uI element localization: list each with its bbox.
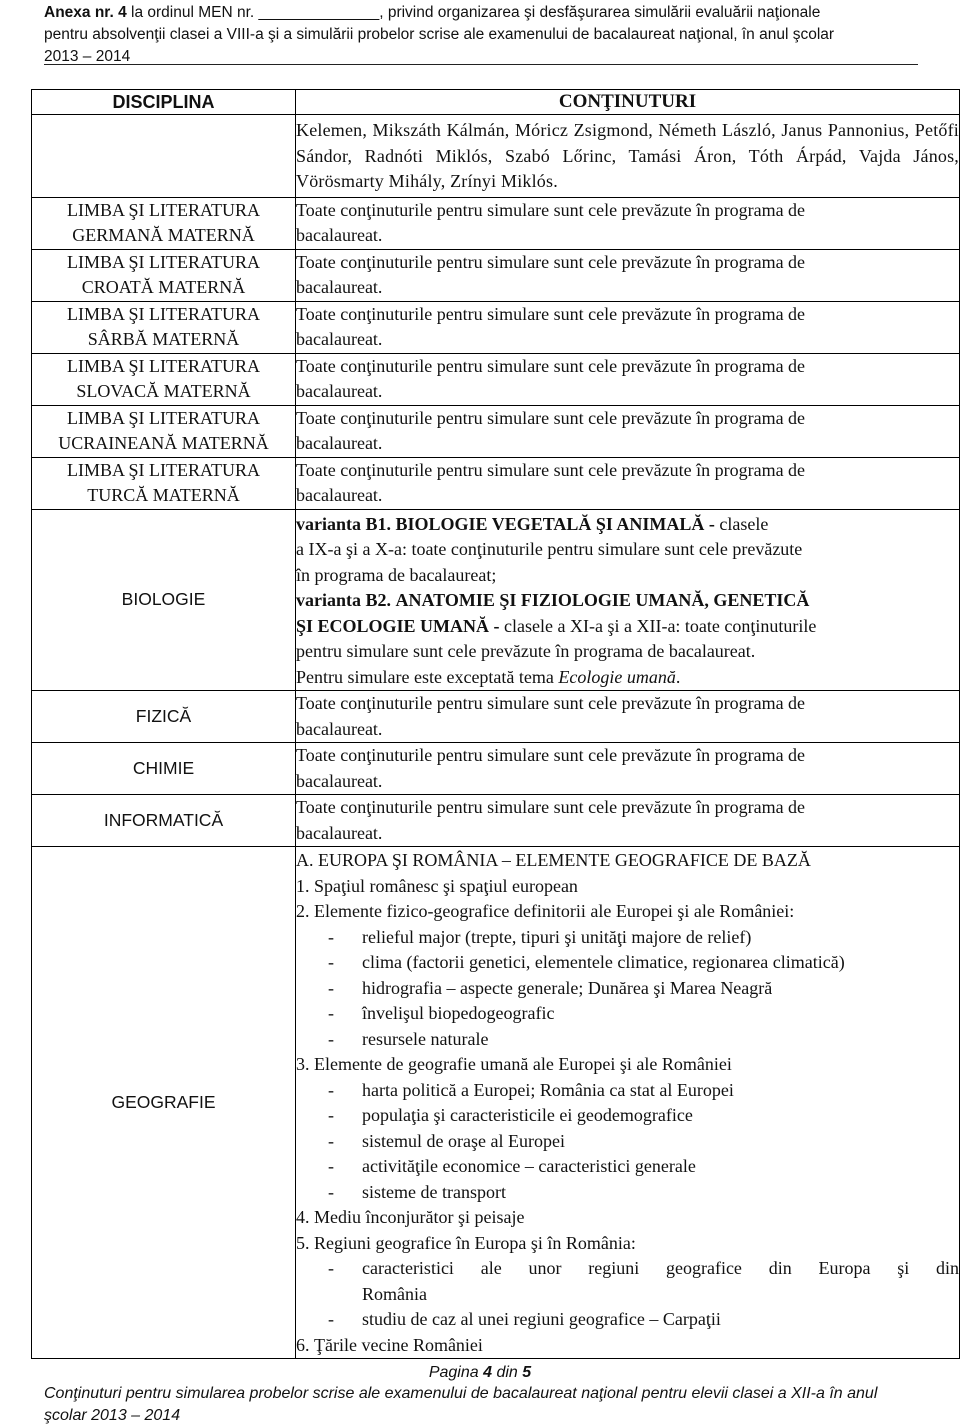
subject-croatian: LIMBA ŞI LITERATURA CROATĂ MATERNĂ [32, 249, 296, 301]
biologie-b2-line1: varianta B2. ANATOMIE ŞI FIZIOLOGIE UMANĂ, GENETICĂ [296, 590, 810, 610]
list-item: - hidrografia – aspecte generale; Dunărea şi Marea Neagră [328, 977, 773, 998]
table-row [32, 197, 960, 249]
content-table [31, 89, 960, 1359]
col-header-disciplina: DISCIPLINA [32, 90, 296, 115]
geografie-item-6: 6. Ţările vecine României [296, 1334, 483, 1355]
content-fizica: Toate conţinuturile pentru simulare sunt cele prevăzute în programa de bacalaureat. [296, 691, 960, 743]
col-header-continuturi: CONŢINUTURI [296, 90, 960, 115]
content-serbian: Toate conţinuturile pentru simulare sunt cele prevăzute în programa de bacalaureat. [296, 301, 960, 353]
list-item: - clima (factorii genetici, elementele climatice, regionarea climatică) [328, 952, 845, 972]
content-geografie [296, 847, 960, 1359]
table-row [32, 691, 960, 743]
content-croatian: Toate conţinuturile pentru simulare sunt cele prevăzute în programa de bacalaureat. [296, 249, 960, 301]
biologie-exception: Pentru simulare este exceptată tema Ecologie umană. [296, 666, 681, 687]
subject-ukrainian: LIMBA ŞI LITERATURA UCRAINEANĂ MATERNĂ [32, 405, 296, 457]
subject-fizica: FIZICĂ [32, 691, 296, 743]
page-footer: Conţinuturi pentru simularea probelor scrise ale examenului de bacalaureat naţional pentru elevii clasei a XII-a în anul şcolar 2013 – 2014 [44, 1385, 878, 1424]
header-line-2: pentru absolvenţii clasei a VIII-a şi a simulării probelor scrise ale examenului de bacalaureat naţional, în anul şcolar [44, 26, 835, 43]
list-item: - activităţile economice – caracteristici generale [328, 1156, 696, 1176]
table-row [32, 301, 960, 353]
subject-slovak: LIMBA ŞI LITERATURA SLOVACĂ MATERNĂ [32, 353, 296, 405]
page-number: Pagina 4 din 5 [428, 1364, 532, 1381]
table-row [32, 405, 960, 457]
list-item: - resursele naturale [328, 1028, 489, 1049]
table-row [32, 743, 960, 795]
table-row [32, 115, 960, 198]
list-item: - caracteristici ale unor regiuni geografice din Europa şi din România [328, 1258, 959, 1304]
header-line-3: 2013 – 2014 [44, 48, 131, 65]
geografie-item-1: 1. Spaţiul românesc şi spaţiul european [296, 875, 578, 896]
biologie-b2-line3: pentru simulare sunt cele prevăzute în programa de bacalaureat. [296, 641, 756, 661]
geografie-item-4: 4. Mediu înconjurător şi peisaje [296, 1207, 525, 1227]
list-item: - relieful major (trepte, tipuri şi unităţi majore de relief) [328, 926, 752, 947]
geografie-item-3: 3. Elemente de geografie umană ale Europei şi ale României [296, 1054, 732, 1074]
list-item: - sisteme de transport [328, 1181, 506, 1202]
subject-german: LIMBA ŞI LITERATURA GERMANĂ MATERNĂ [32, 197, 296, 249]
biologie-b1-line3: în programa de bacalaureat; [296, 564, 497, 585]
list-item: - populaţia şi caracteristicile ei geodemografice [328, 1105, 693, 1125]
content-chimie: Toate conţinuturile pentru simulare sunt cele prevăzute în programa de bacalaureat. [296, 743, 960, 795]
annex-number: Anexa nr. 4 [44, 4, 127, 21]
biologie-b1-line1: varianta B1. BIOLOGIE VEGETALĂ ŞI ANIMALĂ - clasele [296, 513, 769, 534]
subject-turkish: LIMBA ŞI LITERATURA TURCĂ MATERNĂ [32, 457, 296, 509]
subject-biologie: BIOLOGIE [32, 509, 296, 691]
table-row [32, 353, 960, 405]
table-row [32, 509, 960, 691]
page-header [44, 2, 924, 68]
table-row [32, 249, 960, 301]
table-header-row [32, 90, 960, 115]
list-item: - harta politică a Europei; România ca stat al Europei [328, 1079, 734, 1100]
content-german: Toate conţinuturile pentru simulare sunt cele prevăzute în programa de bacalaureat. [296, 197, 960, 249]
biologie-b2-line2: ŞI ECOLOGIE UMANĂ - clasele a XI-a şi a XII-a: toate conţinuturile [296, 615, 817, 636]
biologie-b1-line2: a IX-a şi a X-a: toate conţinuturile pentru simulare sunt cele prevăzute [296, 539, 803, 559]
content-informatica: Toate conţinuturile pentru simulare sunt cele prevăzute în programa de bacalaureat. [296, 795, 960, 847]
header-divider [44, 64, 918, 65]
content-ukrainian: Toate conţinuturile pentru simulare sunt cele prevăzute în programa de bacalaureat. [296, 405, 960, 457]
table-row [32, 847, 960, 1359]
subject-geografie: GEOGRAFIE [32, 847, 296, 1359]
list-item: - învelişul biopedogeografic [328, 1003, 555, 1023]
content-turkish: Toate conţinuturile pentru simulare sunt cele prevăzute în programa de bacalaureat. [296, 457, 960, 509]
header-line-1: Anexa nr. 4 la ordinul MEN nr. ______________, privind organizarea şi desfăşurarea simulării evaluării naţionale [44, 4, 821, 21]
hungarian-authors-text: Kelemen, Mikszáth Kálmán, Móricz Zsigmond, Németh László, Janus Pannonius, Petőfi Sándor, Radnóti Miklós, Szabó Lőrinc, Tamási Áron, Tóth Árpád, Vajda János, Vörösmarty Mihály, Zrínyi Miklós. [296, 115, 960, 198]
content-biologie [296, 509, 960, 691]
subject-serbian: LIMBA ŞI LITERATURA SÂRBĂ MATERNĂ [32, 301, 296, 353]
content-slovak: Toate conţinuturile pentru simulare sunt cele prevăzute în programa de bacalaureat. [296, 353, 960, 405]
table-row [32, 795, 960, 847]
table-row [32, 457, 960, 509]
geografie-item-5: 5. Regiuni geografice în Europa şi în România: [296, 1232, 636, 1253]
geografie-item-2: 2. Elemente fizico-geografice definitorii ale Europei şi ale României: [296, 901, 795, 921]
list-item: - studiu de caz al unei regiuni geografice – Carpaţii [328, 1309, 721, 1329]
subject-informatica: INFORMATICĂ [32, 795, 296, 847]
geografie-heading: A. EUROPA ŞI ROMÂNIA – ELEMENTE GEOGRAFICE DE BAZĂ [296, 850, 811, 870]
subject-chimie: CHIMIE [32, 743, 296, 795]
list-item: - sistemul de oraşe al Europei [328, 1130, 565, 1151]
